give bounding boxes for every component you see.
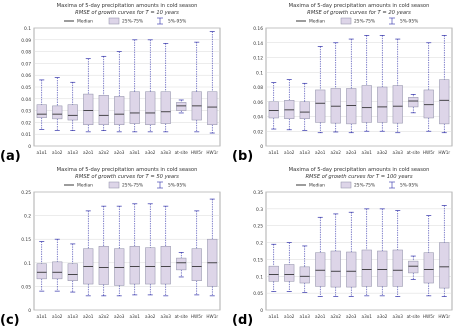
x-tick-label: a2o2 <box>98 150 109 155</box>
box-iqr <box>408 97 418 107</box>
x-tick-label: a1o2 <box>284 150 295 155</box>
chart-panel-4 <box>253 167 452 319</box>
y-tick-label: 0.01 <box>21 133 31 139</box>
chart-title-line-1: Maxima of 5-day precipitation amounts in cold season <box>288 3 430 9</box>
x-tick-label: a2o1 <box>315 314 326 319</box>
chart-panel-2 <box>253 3 452 155</box>
box-iqr <box>161 92 171 124</box>
chart-title-line-2: RMSE of growth curves for T = 10 years <box>75 10 179 16</box>
chart-title-line-2: RMSE of growth curves for T = 100 years <box>305 174 413 180</box>
legend-median-label: Median <box>77 19 93 25</box>
box-iqr <box>393 250 403 286</box>
panel-letter-b: (b) <box>232 149 254 164</box>
legend-iqr-swatch <box>341 18 351 24</box>
box-iqr <box>439 80 449 124</box>
box-iqr <box>145 92 155 125</box>
x-tick-label: at-site <box>406 150 420 155</box>
x-tick-label: HW1r <box>438 150 451 155</box>
box-iqr <box>424 253 434 283</box>
x-tick-label: a1o2 <box>52 314 63 319</box>
box-iqr <box>207 92 217 125</box>
x-tick-label: HW5r <box>190 314 203 319</box>
x-tick-label: a2o1 <box>315 150 326 155</box>
x-tick-label: a3o1 <box>129 314 140 319</box>
box-iqr <box>362 250 372 286</box>
box-iqr <box>315 253 325 287</box>
chart-panel-1 <box>21 3 220 155</box>
x-tick-label: a1o1 <box>36 314 47 319</box>
x-tick-label: a2o1 <box>83 150 94 155</box>
x-tick-label: a3o2 <box>377 314 388 319</box>
box-iqr <box>192 249 202 281</box>
legend-iqr-swatch <box>341 182 351 188</box>
chart-title-line-1: Maxima of 5-day precipitation amounts in cold season <box>56 3 198 9</box>
x-tick-label: a1o1 <box>268 150 279 155</box>
box-iqr <box>176 102 186 110</box>
y-tick-label: 0.1 <box>24 27 31 32</box>
box-iqr <box>377 87 387 122</box>
legend-iqr-swatch <box>109 182 119 188</box>
box-iqr <box>331 251 341 287</box>
y-tick-label: 0.09 <box>21 38 31 44</box>
x-tick-label: a2o3 <box>346 314 357 319</box>
box-iqr <box>269 266 279 281</box>
y-tick-label: 0.2 <box>256 241 263 247</box>
y-tick-label: 0.06 <box>21 74 31 80</box>
box-iqr <box>393 86 403 124</box>
panel-letter-a: (a) <box>0 149 21 164</box>
x-tick-label: a1o3 <box>67 150 78 155</box>
y-tick-label: 0.14 <box>253 41 263 47</box>
x-tick-label: a3o2 <box>377 150 388 155</box>
y-tick-label: 0.05 <box>21 285 31 291</box>
legend-median-label: Median <box>309 19 325 25</box>
legend-iqr-swatch <box>109 18 119 24</box>
x-tick-label: at-site <box>174 314 188 319</box>
y-tick-label: 0.03 <box>21 109 31 115</box>
legend-iqr-label: 25%-75% <box>354 183 376 189</box>
x-tick-label: a3o3 <box>392 150 403 155</box>
x-tick-label: a1o1 <box>268 314 279 319</box>
box-iqr <box>130 92 140 124</box>
y-tick-label: 0.12 <box>253 56 263 62</box>
chart-title-line-2: RMSE of growth curves for T = 50 years <box>75 174 179 180</box>
y-tick-label: 0 <box>28 145 31 150</box>
y-tick-label: 0.3 <box>256 207 263 213</box>
y-tick-label: 0.04 <box>253 115 263 121</box>
panel-letter-d: (d) <box>232 313 254 328</box>
chart-title-line-2: RMSE of growth curves for T = 20 years <box>307 10 411 16</box>
box-iqr <box>99 95 109 125</box>
box-iqr <box>37 264 47 279</box>
box-iqr <box>68 105 78 120</box>
x-tick-label: a3o1 <box>361 150 372 155</box>
legend-range-label: 5%-95% <box>400 183 419 189</box>
legend-median-label: Median <box>77 183 93 189</box>
box-iqr <box>145 248 155 284</box>
box-iqr <box>130 246 140 284</box>
x-tick-label: HW1r <box>438 314 451 319</box>
y-tick-label: 0.15 <box>253 258 263 264</box>
box-iqr <box>114 96 124 124</box>
box-iqr <box>439 243 449 289</box>
x-tick-label: a1o3 <box>299 314 310 319</box>
x-tick-label: a1o3 <box>67 314 78 319</box>
box-iqr <box>284 264 294 281</box>
x-tick-label: a3o2 <box>145 314 156 319</box>
box-iqr <box>176 258 186 270</box>
x-tick-label: HW1r <box>206 150 219 155</box>
y-tick-label: 0.15 <box>21 238 31 244</box>
x-tick-label: a2o2 <box>98 314 109 319</box>
box-iqr <box>161 246 171 284</box>
legend-range-label: 5%-95% <box>168 183 187 189</box>
x-tick-label: a2o3 <box>346 150 357 155</box>
y-tick-label: 0.1 <box>256 71 263 77</box>
y-tick-label: 0 <box>28 309 31 314</box>
chart-panel-3 <box>21 167 220 319</box>
x-tick-label: a3o1 <box>129 150 140 155</box>
legend-median-label: Median <box>309 183 325 189</box>
x-tick-label: a1o2 <box>284 314 295 319</box>
y-tick-label: 0.02 <box>253 130 263 136</box>
y-tick-label: 0.1 <box>24 261 31 267</box>
x-tick-label: at-site <box>174 150 188 155</box>
y-tick-label: 0.05 <box>21 86 31 91</box>
x-tick-label: a3o2 <box>145 150 156 155</box>
box-iqr <box>83 94 93 125</box>
chart-title-line-1: Maxima of 5-day precipitation amounts in cold season <box>56 167 198 173</box>
box-iqr <box>52 106 62 119</box>
x-tick-label: HW5r <box>190 150 203 155</box>
chart-title-line-1: Maxima of 5-day precipitation amounts in cold season <box>288 167 430 173</box>
x-tick-label: a3o3 <box>392 314 403 319</box>
y-tick-label: 0.08 <box>253 86 263 91</box>
x-tick-label: HW5r <box>422 314 435 319</box>
box-iqr <box>315 90 325 122</box>
y-tick-label: 0.02 <box>21 121 31 127</box>
legend-iqr-label: 25%-75% <box>354 19 376 25</box>
x-tick-label: at-site <box>406 314 420 319</box>
y-tick-label: 0.35 <box>253 191 263 196</box>
x-tick-label: a1o3 <box>299 150 310 155</box>
legend-range-label: 5%-95% <box>400 19 419 25</box>
box-iqr <box>52 262 62 279</box>
x-tick-label: a3o3 <box>160 314 171 319</box>
y-tick-label: 0 <box>260 309 263 314</box>
box-iqr <box>37 105 47 118</box>
y-tick-label: 0.06 <box>253 100 263 106</box>
box-iqr <box>408 261 418 273</box>
x-tick-label: a3o1 <box>361 314 372 319</box>
box-iqr <box>377 251 387 286</box>
x-tick-label: a2o3 <box>114 314 125 319</box>
x-tick-label: HW5r <box>422 150 435 155</box>
box-iqr <box>114 249 124 286</box>
y-tick-label: 0.25 <box>253 224 263 230</box>
x-tick-label: a2o3 <box>114 150 125 155</box>
x-tick-label: a3o3 <box>160 150 171 155</box>
box-iqr <box>424 90 434 118</box>
panel-letter-c: (c) <box>0 313 20 328</box>
box-iqr <box>300 102 310 119</box>
y-tick-label: 0.05 <box>253 292 263 298</box>
box-iqr <box>269 102 279 118</box>
box-iqr <box>346 88 356 123</box>
box-iqr <box>99 246 109 284</box>
box-iqr <box>362 86 372 123</box>
y-tick-label: 0.2 <box>24 214 31 220</box>
y-tick-label: 0.25 <box>21 191 31 196</box>
box-iqr <box>346 252 356 287</box>
x-tick-label: a1o1 <box>36 150 47 155</box>
plot-area <box>266 192 452 310</box>
y-tick-label: 0.1 <box>256 275 263 281</box>
y-tick-label: 0.16 <box>253 27 263 32</box>
y-tick-label: 0.08 <box>21 50 31 56</box>
legend-range-label: 5%-95% <box>168 19 187 25</box>
legend-iqr-label: 25%-75% <box>122 19 144 25</box>
x-tick-label: HW1r <box>206 314 219 319</box>
legend-iqr-label: 25%-75% <box>122 183 144 189</box>
y-tick-label: 0 <box>260 145 263 150</box>
x-tick-label: a1o2 <box>52 150 63 155</box>
box-iqr <box>300 267 310 283</box>
x-tick-label: a2o1 <box>83 314 94 319</box>
box-iqr <box>68 264 78 281</box>
y-tick-label: 0.04 <box>21 97 31 103</box>
x-tick-label: a2o2 <box>330 150 341 155</box>
y-tick-label: 0.07 <box>21 62 31 68</box>
x-tick-label: a2o2 <box>330 314 341 319</box>
